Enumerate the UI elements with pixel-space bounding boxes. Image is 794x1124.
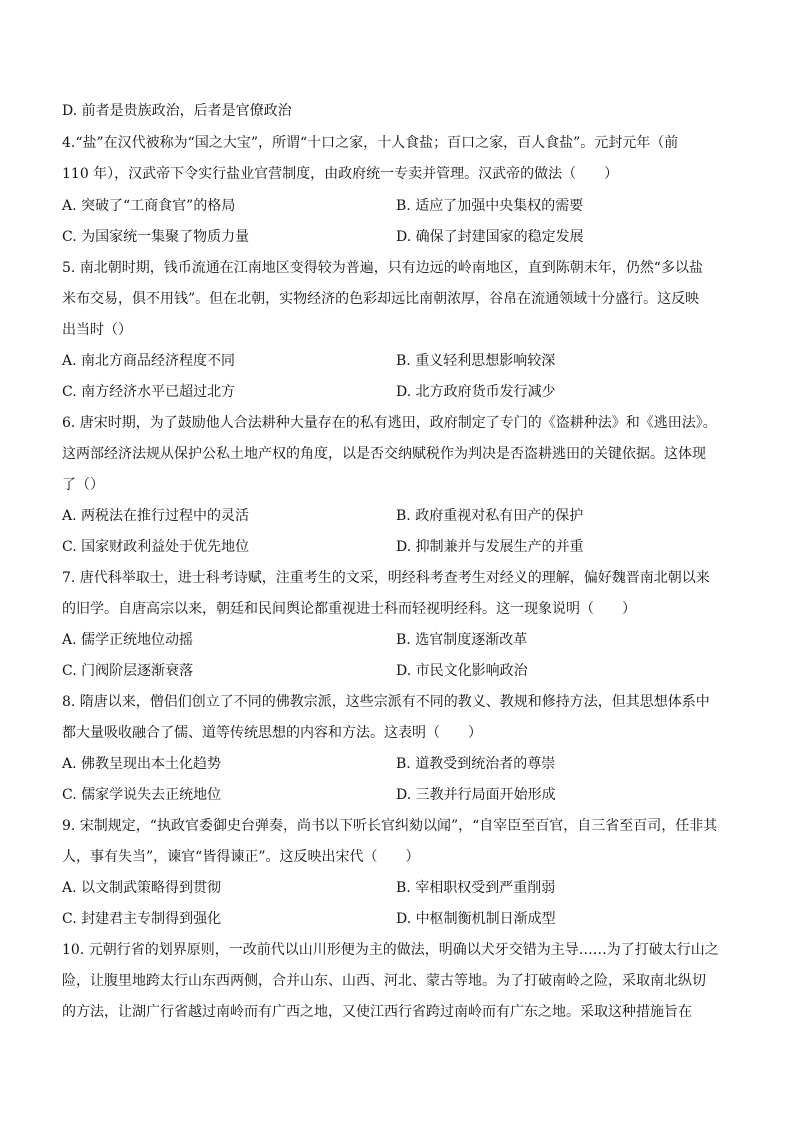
option-a: A. 突破了“工商食官”的格局 <box>62 198 236 214</box>
question-stem-line: 出当时（） <box>62 322 132 338</box>
option-b: B. 宰相职权受到严重削弱 <box>396 880 556 896</box>
question-stem-line: 5. 南北朝时期，钱币流通在江南地区变得较为普遍，只有边远的岭南地区，直到陈朝末年，仍然“多以盐 <box>62 260 703 276</box>
question-stem-line: 6. 唐宋时期，为了鼓励他人合法耕种大量存在的私有逃田，政府制定了专门的《盗耕种法》和《逃田法》。 <box>62 415 717 431</box>
option-c: C. 门阀阶层逐渐衰落 <box>62 663 194 679</box>
option-a: A. 两税法在推行过程中的灵活 <box>62 508 250 524</box>
option-a: A. 以文制武策略得到贯彻 <box>62 880 222 896</box>
question-stem-line: 的旧学。自唐高宗以来，朝廷和民间舆论都重视进士科而轻视明经科。这一现象说明（ ） <box>62 601 636 617</box>
question-stem-line: 9. 宋制规定，“执政官委御史台弹奏，尚书以下听长官纠劾以闻”，“自宰臣至百官，自三省至百司，任非其 <box>62 818 718 834</box>
question-stem-line: 110 年），汉武帝下令实行盐业官营制度，由政府统一专卖并管理。汉武帝的做法（ ） <box>62 166 619 182</box>
option-d: D. 确保了封建国家的稳定发展 <box>396 229 584 245</box>
question-stem-line: 米布交易，俱不用钱”。但在北朝，实物经济的色彩却远比南朝浓厚，谷帛在流通领域十分盛行。这反映 <box>62 291 700 307</box>
option-d: D. 市民文化影响政治 <box>396 663 528 679</box>
question-stem-line: 7. 唐代科举取士，进士科考诗赋，注重考生的文采，明经科考查考生对经义的理解，偏好魏晋南北朝以来 <box>62 570 710 586</box>
option-b: B. 适应了加强中央集权的需要 <box>396 198 584 214</box>
option-b: B. 选官制度逐渐改革 <box>396 632 528 648</box>
option-c: C. 为国家统一集聚了物质力量 <box>62 229 250 245</box>
question-stem-line: 人，事有失当”，谏官“皆得谏正”。这反映出宋代（ ） <box>62 849 420 865</box>
question-stem-line: 4.“盐”在汉代被称为“国之大宝”，所谓“十口之家，十人食盐；百口之家，百人食盐”。元封元年（前 <box>62 135 679 151</box>
option-d: D. 三教并行局面开始形成 <box>396 787 556 803</box>
question-stem-line: 10. 元朝行省的划界原则，一改前代以山川形便为主的做法，明确以犬牙交错为主导……为了打破太行山之 <box>62 942 719 958</box>
question-stem-line: 的方法，让湖广行省越过南岭而有广西之地，又使江西行省跨过南岭而有广东之地。采取这种措施旨在 <box>62 1004 692 1020</box>
option-b: B. 道教受到统治者的尊崇 <box>396 756 556 772</box>
option-d: D. 中枢制衡机制日渐成型 <box>396 911 556 927</box>
question-3-option-d: D. 前者是贵族政治，后者是官僚政治 <box>62 103 292 119</box>
option-a: A. 儒学正统地位动摇 <box>62 632 194 648</box>
option-d: D. 北方政府货币发行减少 <box>396 384 556 400</box>
option-d: D. 抑制兼并与发展生产的并重 <box>396 539 584 555</box>
option-c: C. 南方经济水平已超过北方 <box>62 384 236 400</box>
option-c: C. 封建君主专制得到强化 <box>62 911 222 927</box>
option-a: A. 佛教呈现出本土化趋势 <box>62 756 222 772</box>
question-stem-line: 8. 隋唐以来，僧侣们创立了不同的佛教宗派，这些宗派有不同的教义、教规和修持方法，但其思想体系中 <box>62 694 710 710</box>
question-stem-line: 都大量吸收融合了儒、道等传统思想的内容和方法。这表明（ ） <box>62 725 482 741</box>
question-stem-line: 险，让腹里地跨太行山东西两侧，合并山东、山西、河北、蒙古等地。为了打破南岭之险，采取南北纵切 <box>62 973 706 989</box>
option-b: B. 政府重视对私有田产的保护 <box>396 508 584 524</box>
option-a: A. 南北方商品经济程度不同 <box>62 353 236 369</box>
option-b: B. 重义轻利思想影响较深 <box>396 353 556 369</box>
question-stem-line: 这两部经济法规从保护公私土地产权的角度，以是否交纳赋税作为判决是否盗耕逃田的关键依据。这体现 <box>62 446 706 462</box>
question-stem-line: 了（） <box>62 477 104 493</box>
option-c: C. 儒家学说失去正统地位 <box>62 787 222 803</box>
option-c: C. 国家财政利益处于优先地位 <box>62 539 250 555</box>
